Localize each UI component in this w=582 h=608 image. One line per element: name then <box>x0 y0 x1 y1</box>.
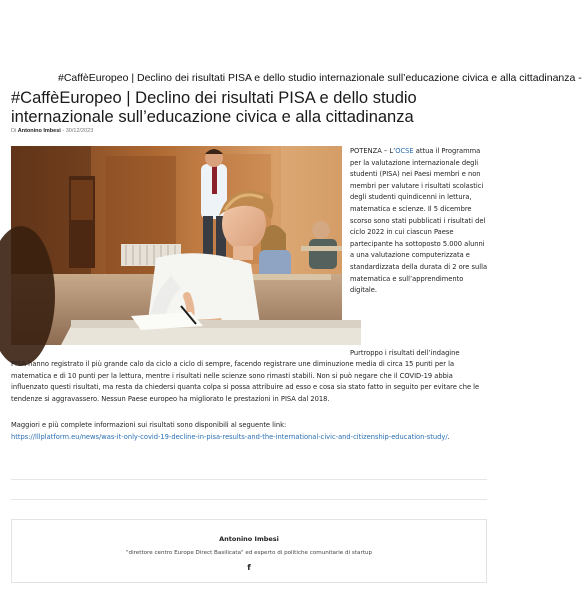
paragraph-start: Purtroppo i risultati dell’indagine <box>350 349 460 357</box>
ocse-link[interactable]: OCSE <box>395 147 414 155</box>
classroom-exam-image <box>11 146 342 345</box>
article-photo <box>11 146 342 345</box>
article-date: 30/12/2023 <box>65 128 94 134</box>
intro-text: attua il Programma per la valutazione internazionale degli studenti (PISA) nei Paesi membri e non membri per valutare i risultati scolastici degli studenti quindicenni in lettura, matematica e scienze. Il 5 dicembre scorso sono stati pubblicati i risultati del ciclo 2022 in cui ciascun Paese partecipante ha sottoposto 5.000 alunni a una valutazione computerizzata e standardizzata della durata di 2 ore sulla matematica e sull’apprendimento digitale. <box>350 147 488 295</box>
article-body: PISA hanno registrato il più grande calo da ciclo a ciclo di sempre, facendo registrare une diminuzione media di circa 15 punti per la matematica e di 10 punti per la lettura, mentre i risultati nelle scienze sono rimasti stabili. Non si può negare che il COVID-19 abbia influenzato questi risultati, ma resta da chiedersi quanta colpa si possa attribuire ad esso e cosa sia stato fatto in seguito per evitare che le tendenze si aggravassero. Nessun Paese europeo ha migliorato le prestazioni in PISA dal 2018. <box>11 360 480 404</box>
news-ticker[interactable]: #CaffèEuropeo | Declino dei risultati PISA e dello studio internazionale sull’educazione civica e alla cittadinanza - <box>58 72 582 84</box>
author-box-description: "direttore centro Europe Direct Basilicata" ed esperto di politiche comunitarie di startup <box>125 550 373 556</box>
link-suffix: . <box>447 432 450 441</box>
more-info-text: Maggiori e più complete informazioni sui risultati sono disponibili al seguente link: <box>11 421 287 429</box>
more-info <box>11 420 481 443</box>
meta-prefix: Di <box>11 128 17 134</box>
author-box <box>11 519 487 583</box>
divider <box>11 479 487 480</box>
author-link[interactable]: Antonino Imbesi <box>17 128 61 134</box>
facebook-icon[interactable]: f <box>247 563 251 572</box>
location-dateline: POTENZA – L’ <box>350 147 396 155</box>
meta-separator: - <box>62 128 65 134</box>
author-box-name[interactable]: Antonino Imbesi <box>219 535 279 543</box>
article-intro <box>350 146 490 297</box>
article-meta <box>11 128 93 134</box>
divider <box>11 499 487 500</box>
article-title: #CaffèEuropeo | Declino dei risultati PISA e dello studio internazionale sull’educazione civica e alla cittadinanza <box>11 89 417 126</box>
source-link[interactable]: https://lllplatform.eu/news/was-it-only-covid-19-decline-in-pisa-results-and-the-international-civic-and-citizenship-education-study/ <box>11 432 448 441</box>
